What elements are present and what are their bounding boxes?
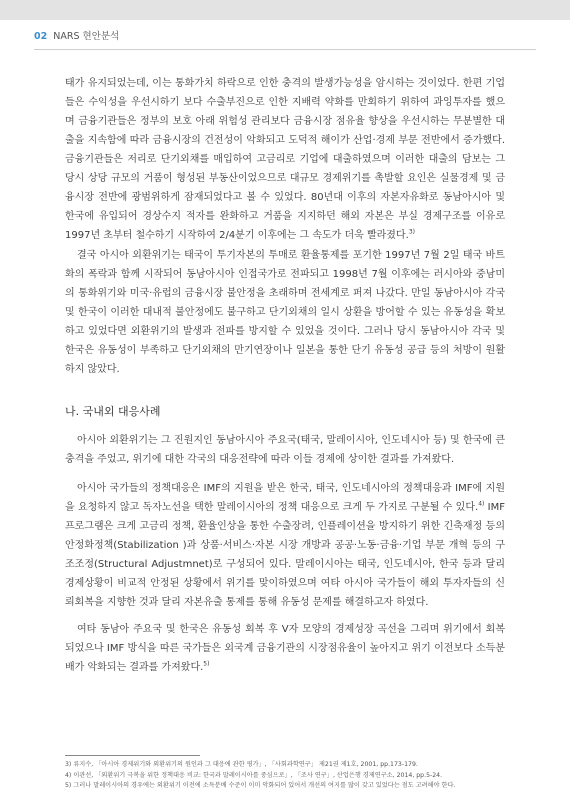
- body-paragraph-3: [65, 431, 505, 469]
- footnote-3: 3) 류지수, 「아시아 경제위기와 외환위기의 원인과 그 대응에 관한 평가」, 「사회과학연구」 제21권 제1호, 2001, pp.173-179.: [65, 761, 418, 768]
- footnote-5: 5) 그러나 말레이시아의 경우에는 외환위기 이전에 소득분배 수준이 이미 악화되어 있어서 개선의 여지를 많이 갖고 있었다는 점도 고려해야 한다.: [65, 782, 456, 789]
- paragraph-text-continued: IMF 프로그램은 크게 고금리 정책, 환율인상을 통한 수출장려, 인플레이션을 방지하기 위한 긴축재정 등의 안정화정책(Stabilization )과 상품·서비스·자본 시장 개방과 공공·노동·금융·기업 부문 개혁 등의 구조조정(Structural Adjustmnet)로 구성되어 있다. 말레이시아는 태국, 인도네시아, 한국 등과 달리 경제상황이 비교적 안정된 상황에서 위기를 맞이하였으며 여타 아시아 국가들이 해외 투자자들의 신뢰회복을 지향한 것과 달리 자본유출 통제를 통해 유동성 문제를 해결하고자 하였다.: [65, 502, 505, 608]
- paragraph-text: 아시아 국가들의 정책대응은 IMF의 지원을 받은 한국, 태국, 인도네시아의 정책대응과 IMF에 지원을 요청하지 않고 독자노선을 택한 말레이시아의 정책 대응으로 크게 두 가지로 구분될 수 있다.: [65, 483, 505, 513]
- footnote-ref-3[interactable]: 3): [408, 228, 415, 236]
- body-paragraph-2: [65, 246, 505, 379]
- paragraph-text: 태가 유지되었는데, 이는 통화가치 하락으로 인한 충격의 발생가능성을 암시하는 것이었다. 한편 기업들은 수익성을 우선시하기 보다 수출부진으로 인한 지배력 약화를 만회하기 위하여 과잉투자를 했으며 금융기관들은 정부의 보호 아래 위험성 관리보다 금융시장 점유율 향상을 우선시하는 무분별한 대출을 지속함에 따라 금융시장의 건전성이 악화되고 도덕적 해이가 산업·경제 부문 전반에서 증가했다. 금융기관들은 저리로 단기외채를 매입하여 고금리로 기업에 대출하였으며 이러한 대출의 담보는 그 당시 상당 규모의 거품이 형성된 부동산이었으므로 대규모 경제위기를 촉발할 요인은 실물경제 및 금융시장 전반에 광범위하게 잠재되었다고 볼 수 있었다. 80년대 이후의 자본자유화로 동남아시아 및 한국에 유입되어 경상수지 적자를 완화하고 거품을 지지하던 해외 자본은 부실 경제구조를 이유로 1997년 초부터 철수하기 시작하여 2/4분기 이후에는 그 속도가 더욱 빨라졌다.: [65, 78, 505, 241]
- footnote-ref-5[interactable]: 5): [203, 660, 210, 668]
- body-paragraph-1: [65, 74, 505, 245]
- publication-title: NARS 현안분석: [53, 31, 120, 42]
- footnote-4: 4) 이관선, 「외환위기 극복을 위한 정책대응 비교: 한국과 말레이시아를 중심으로」, 「조사 연구」, 산업은행 경제연구소, 2014, pp.5-24.: [65, 771, 443, 779]
- footnote-divider: [65, 755, 200, 756]
- body-paragraph-5: [65, 620, 505, 677]
- footnotes: [65, 760, 525, 792]
- header-divider: [34, 49, 536, 50]
- body-paragraph-4: [65, 479, 505, 612]
- paragraph-text: 아시아 외환위기는 그 진원지인 동남아시아 주요국(태국, 말레이시아, 인도네시아 등) 및 한국에 큰 충격을 주었고, 위기에 대한 각국의 대응전략에 따라 이들 경제에 상이한 결과를 가져왔다.: [65, 435, 505, 465]
- top-band: [0, 0, 570, 20]
- page-number: 02: [34, 31, 48, 42]
- footnote-ref-4[interactable]: 4): [478, 500, 485, 508]
- running-header: [34, 30, 119, 44]
- section-heading: 나. 국내외 대응사례: [65, 405, 161, 418]
- paragraph-text: 결국 아시아 외환위기는 태국이 투기자본의 투매로 환율통제를 포기한 1997년 7월 2일 태국 바트화의 폭락과 함께 시작되어 동남아시아 인접국가로 전파되고 1998년 7월 이후에는 러시아와 중남미의 통화위기와 미국·유럽의 금융시장 불안정을 초래하며 전세계로 퍼져 나갔다. 만일 동남아시아 각국 및 한국이 이러한 대내적 불안정에도 불구하고 단기외채의 일시 상환을 방어할 수 있는 유동성을 확보하고 있었다면 외환위기의 발생과 전파를 방지할 수 있었을 것이다. 그러나 당시 동남아시아 각국 및 한국은 유동성이 부족하고 단기외채의 만기연장이나 일본을 통한 단기 유동성 공급 등의 처방이 원활하지 않았다.: [65, 250, 505, 375]
- paragraph-text: 여타 동남아 주요국 및 한국은 유동성 회복 후 V자 모양의 경제성장 곡선을 그리며 위기에서 회복되었으나 IMF 방식을 따른 국가들은 외국계 금융기관의 시장점유율이 높아지고 위기 이전보다 소득분배가 악화되는 결과를 가져왔다.: [65, 624, 505, 673]
